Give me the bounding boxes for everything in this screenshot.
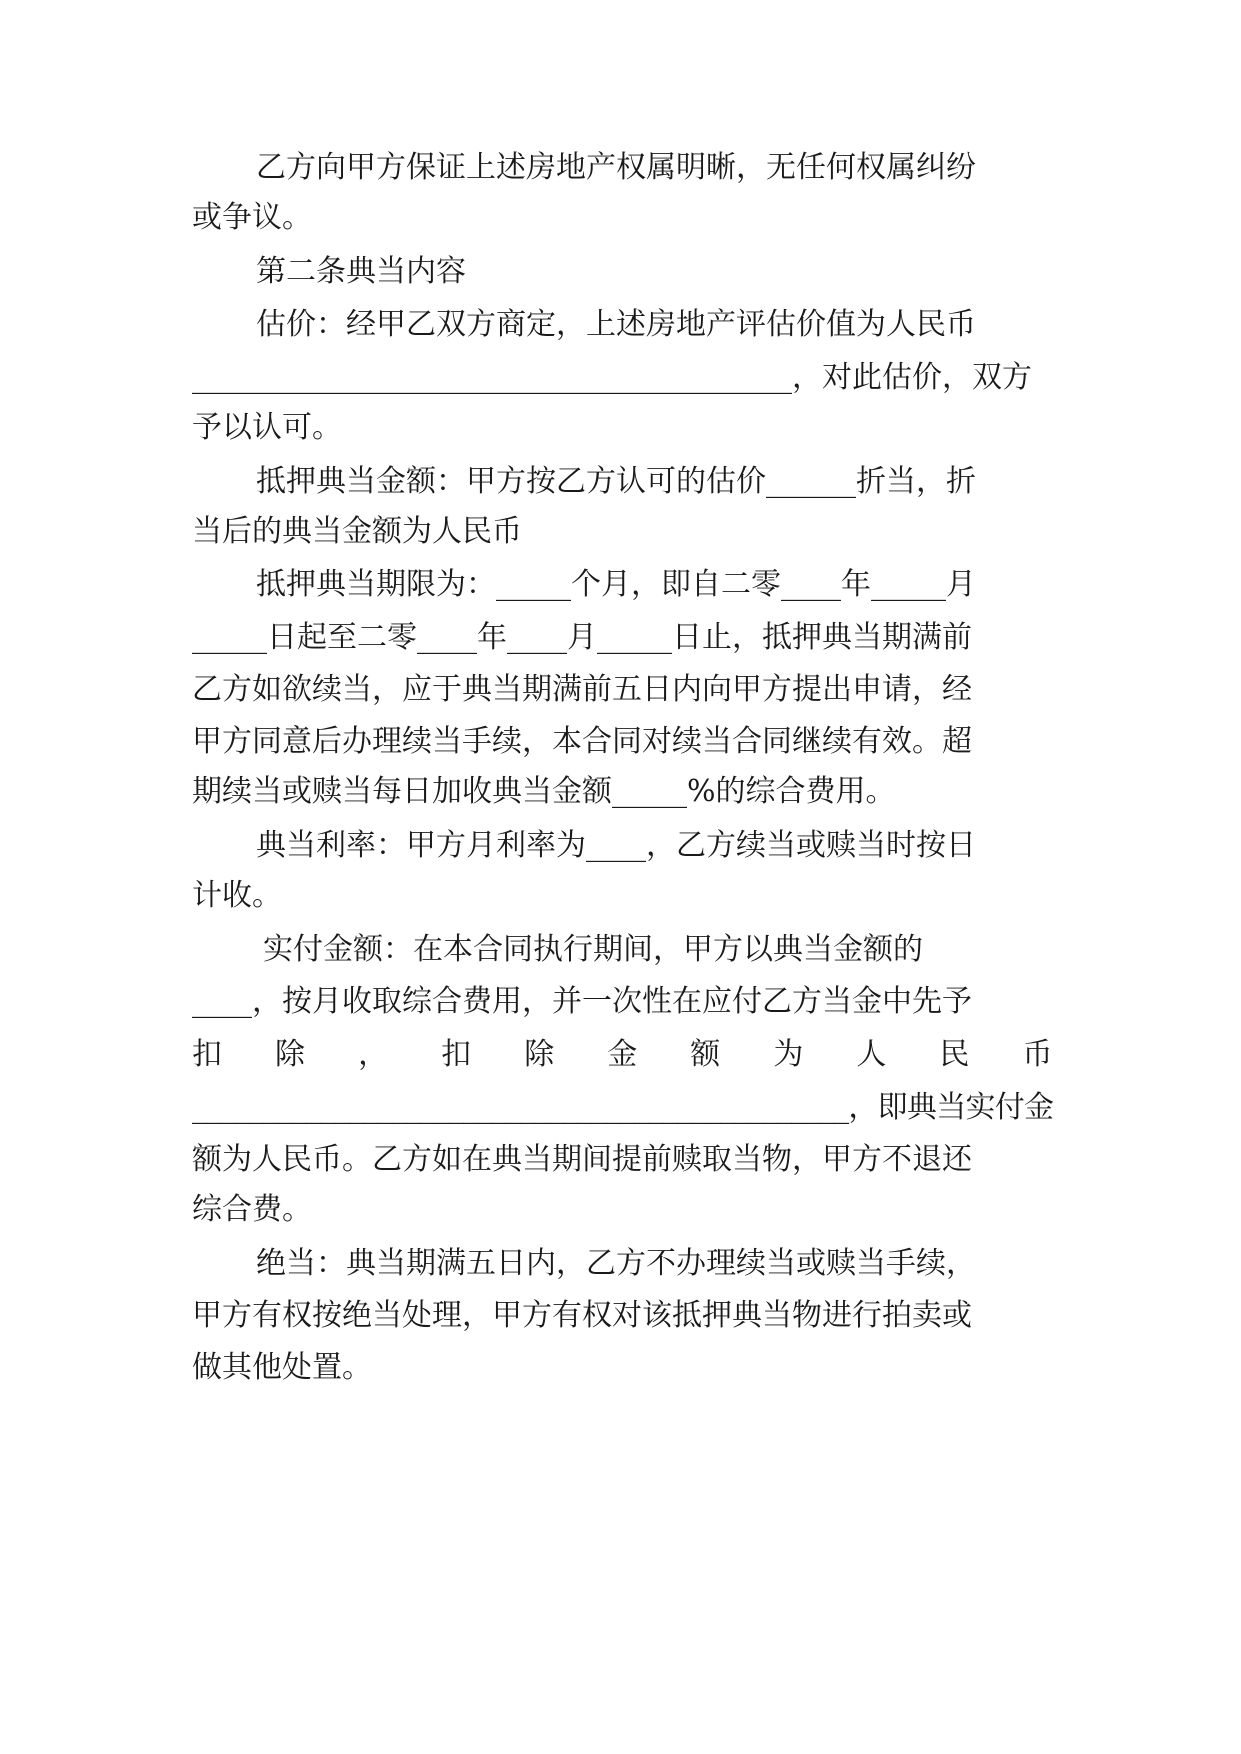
- paragraph-line: 甲方同意后办理续当手续，本合同对续当合同继续有效。超: [192, 724, 972, 759]
- paragraph-line: 或争议。: [192, 200, 312, 235]
- paragraph-line: 乙方向甲方保证上述房地产权属明晰，无任何权属纠纷: [256, 150, 976, 185]
- spread-char: 为: [773, 1037, 805, 1072]
- paragraph-line: 予以认可。: [192, 410, 342, 445]
- section-heading: 第二条典当内容: [256, 254, 466, 289]
- paragraph-line: 抵押典当期限为：_____个月，即自二零____年_____月: [256, 567, 976, 602]
- paragraph-line: 甲方有权按绝当处理，甲方有权对该抵押典当物进行拍卖或: [192, 1298, 972, 1333]
- paragraph-line: 做其他处置。: [192, 1350, 372, 1385]
- spread-char: 人: [856, 1037, 888, 1072]
- spread-line: [192, 1035, 1054, 1075]
- paragraph-line: 当后的典当金额为人民币: [192, 514, 522, 549]
- paragraph-line: ______________________________________________，即典当实付金: [192, 1090, 1054, 1125]
- paragraph-line: 期续当或赎当每日加收典当金额_____%的综合费用。: [192, 774, 896, 809]
- spread-char: 币: [1022, 1037, 1054, 1072]
- paragraph-line: 计收。: [192, 878, 282, 913]
- paragraph-line: _____日起至二零____年____月_____日止，抵押典当期满前: [192, 620, 972, 655]
- spread-char: 扣: [441, 1037, 473, 1072]
- spread-char: 金: [607, 1037, 639, 1072]
- paragraph-line: ________________________________________，对此估价，双方: [192, 360, 1032, 395]
- paragraph-line: 综合费。: [192, 1192, 312, 1227]
- spread-char: 扣: [192, 1037, 224, 1072]
- spread-char: ，: [358, 1037, 390, 1072]
- spread-char: 除: [275, 1037, 307, 1072]
- paragraph-line: 绝当：典当期满五日内，乙方不办理续当或赎当手续，: [256, 1246, 976, 1281]
- paragraph-line: 乙方如欲续当，应于典当期满前五日内向甲方提出申请，经: [192, 672, 972, 707]
- spread-char: 额: [690, 1037, 722, 1072]
- spread-char: 除: [524, 1037, 556, 1072]
- spread-char: 民: [939, 1037, 971, 1072]
- paragraph-line: 抵押典当金额：甲方按乙方认可的估价______折当，折: [256, 464, 976, 499]
- paragraph-line: 额为人民币。乙方如在典当期间提前赎取当物，甲方不退还: [192, 1142, 972, 1177]
- paragraph-line: 实付金额：在本合同执行期间，甲方以典当金额的: [263, 932, 923, 967]
- paragraph-line: 估价：经甲乙双方商定，上述房地产评估价值为人民币: [256, 307, 976, 342]
- paragraph-line: 典当利率：甲方月利率为____，乙方续当或赎当时按日: [256, 828, 976, 863]
- paragraph-line: ____，按月收取综合费用，并一次性在应付乙方当金中先予: [192, 984, 972, 1019]
